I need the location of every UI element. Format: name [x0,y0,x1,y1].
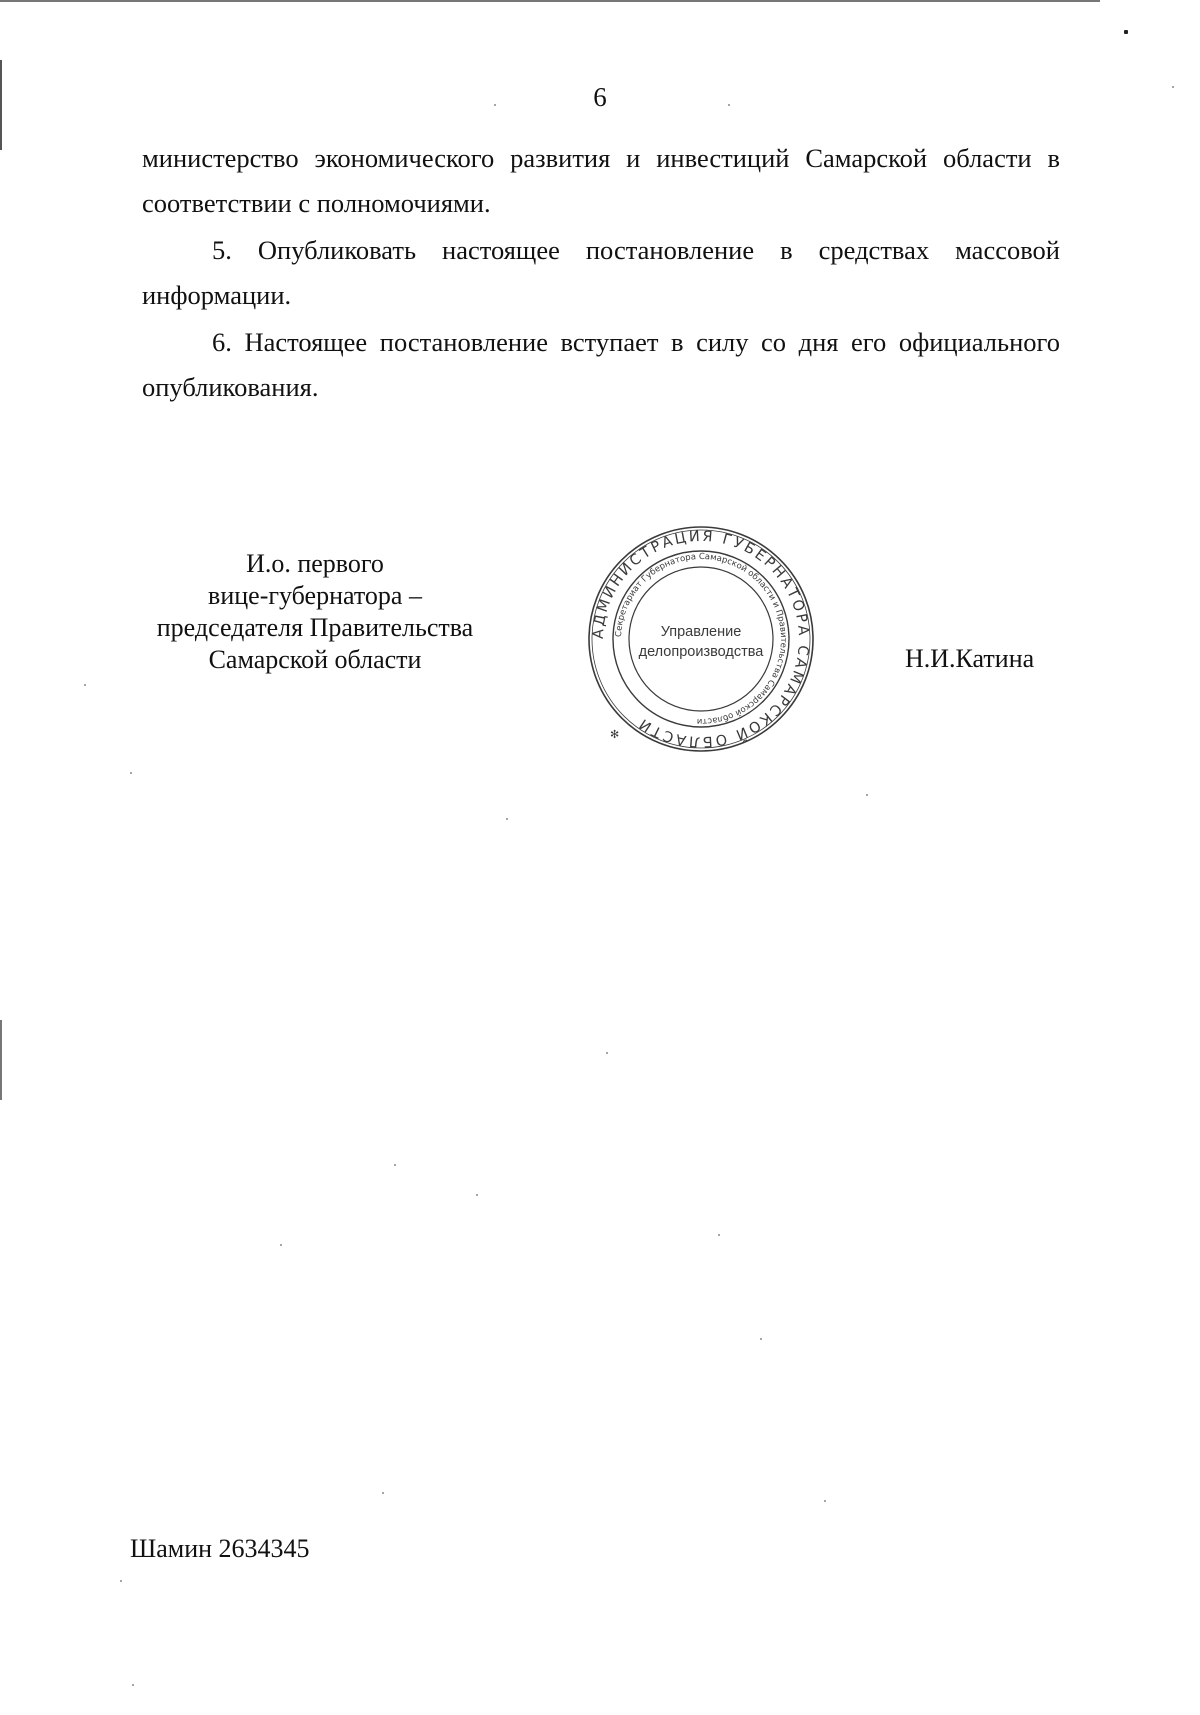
stamp-center-line-1: Управление [660,624,742,640]
scan-speck [1172,86,1174,88]
scan-speck [130,772,132,774]
signatory-title-line: И.о. первого [246,549,384,578]
scan-speck [494,104,496,106]
scan-speck [132,1684,134,1686]
scan-speck [718,1234,720,1236]
scan-speck [866,794,868,796]
signatory-title-line: вице-губернатора – [208,581,422,610]
scan-speck [606,1052,608,1054]
scan-speck [476,1194,478,1196]
paragraph-item-6: 6. Настоящее постановление вступает в силу со дня его официального опубликования. [142,327,1060,402]
executor-contact: Шамин 2634345 [130,1534,310,1563]
scan-speck [394,1164,396,1166]
scan-top-border [0,0,1100,2]
scan-speck [760,1338,762,1340]
signatory-title-line: председателя Правительства [156,613,474,642]
paragraph-item-5: 5. Опубликовать настоящее постановление в средствах массовой информации. [142,235,1060,310]
scan-speck [728,104,730,106]
scan-speck [382,1492,384,1494]
body-text [142,136,1060,412]
scan-speck [280,1244,282,1246]
signatory-title-line: Самарской области [208,645,422,674]
page-number: 6 [593,82,607,112]
scan-speck [120,1580,122,1582]
paragraph-continuation: министерство экономического развития и инвестиций Самарской области в соответствии с полномочиями. [142,143,1060,218]
stamp-separator-star: ✻ [610,728,620,741]
official-stamp [586,524,816,754]
scan-speck [1124,30,1128,34]
scan-left-edge-mark [0,1020,2,1100]
signatory-name: Н.И.Катина [905,644,1035,673]
stamp-outer-text: АДМИНИСТРАЦИЯ ГУБЕРНАТОРА САМАРСКОЙ ОБЛАСТИ [590,528,812,750]
stamp-inner-ring-text: Секретариат Губернатора Самарской области и Правительства Самарской области [613,551,789,727]
signatory-title [130,548,500,676]
scan-speck [824,1500,826,1502]
stamp-center-line-2: делопроизводства [638,644,764,660]
scan-speck [506,818,508,820]
scan-speck [84,684,86,686]
